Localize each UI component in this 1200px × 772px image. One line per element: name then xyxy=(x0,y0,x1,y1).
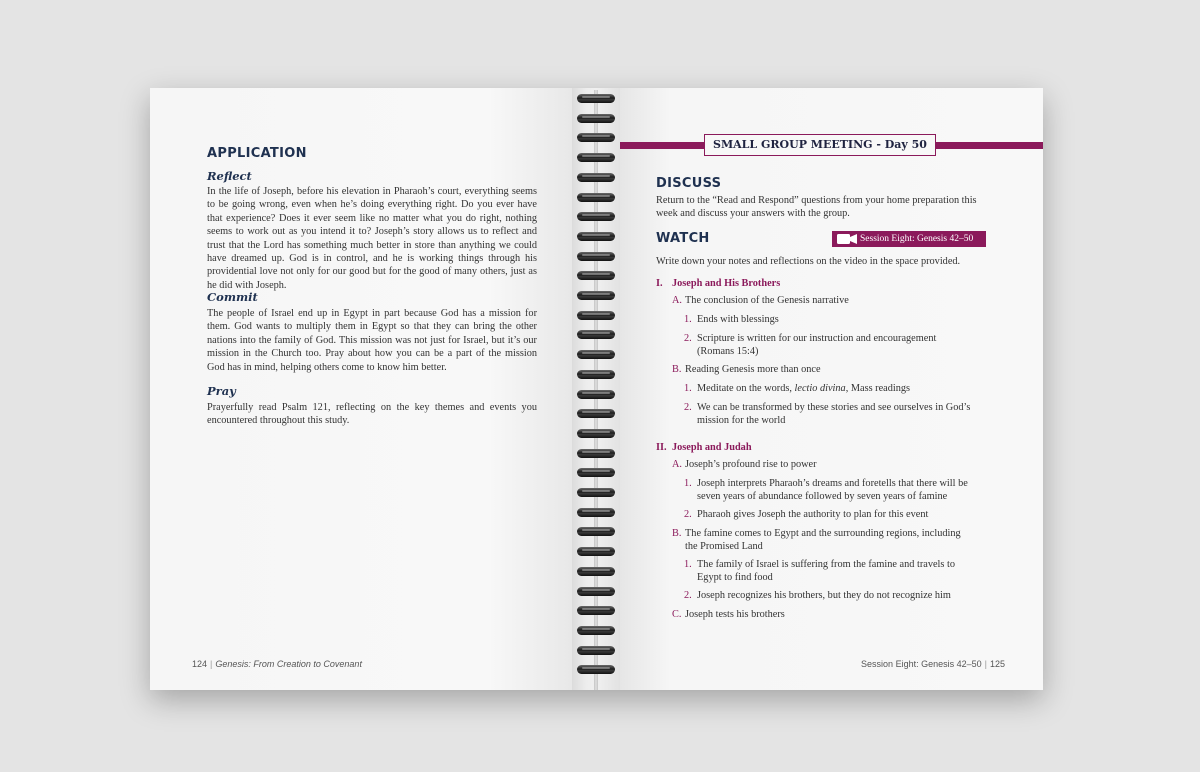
outline-item: Pharaoh gives Joseph the authority to plan for this event xyxy=(697,509,929,520)
outline-section-title: Joseph and His Brothers xyxy=(672,278,781,289)
outline-item-cont: mission for the world xyxy=(697,415,786,426)
commit-subheading: Commit xyxy=(207,290,258,304)
outline-marker: A. xyxy=(672,295,683,306)
session-badge-label: Session Eight: Genesis 42–50 xyxy=(860,234,974,244)
outline-item-cont: Egypt to find food xyxy=(697,572,773,583)
spiral-coil xyxy=(577,626,615,635)
spiral-coil xyxy=(577,212,615,221)
commit-paragraph: The people of Israel end up in Egypt in part because God has a mission for them. God wants to multiply them in Egypt so that they can bring the other nations into the family of God. This mission was not just for Israel, but it’s our mission in the Church too. Pray about how you can be a part of the mission God has in mind, helping others come to know him better. xyxy=(207,308,537,373)
spiral-coil xyxy=(577,232,615,241)
outline-item: Joseph recognizes his brothers, but they do not recognize him xyxy=(697,590,951,601)
spiral-coil xyxy=(577,94,615,103)
watch-heading: WATCH xyxy=(656,231,710,246)
spiral-coil xyxy=(577,330,615,339)
watch-paragraph: Write down your notes and reflections on the video in the space provided. xyxy=(656,256,961,267)
outline-marker: 1. xyxy=(684,559,692,570)
footer-separator: | xyxy=(210,659,213,669)
video-camera-icon xyxy=(837,234,857,244)
outline-item: The famine comes to Egypt and the surrounding regions, including xyxy=(685,528,961,539)
spiral-coil xyxy=(577,271,615,280)
footer-separator: | xyxy=(984,659,987,669)
session-footer-label: Session Eight: Genesis 42–50 xyxy=(861,659,982,669)
spiral-coil xyxy=(577,291,615,300)
session-badge xyxy=(832,231,986,247)
outline-marker: 2. xyxy=(684,402,692,413)
outline-marker: 2. xyxy=(684,333,692,344)
outline-marker: C. xyxy=(672,609,682,620)
spiral-coil xyxy=(577,193,615,202)
outline-text: , Mass readings xyxy=(845,383,911,394)
outline-italic-text: lectio divina xyxy=(794,383,846,394)
outline-item: The family of Israel is suffering from the famine and travels to xyxy=(697,559,956,570)
spiral-coil xyxy=(577,587,615,596)
outline-marker: I. xyxy=(656,278,663,289)
outline-item: Joseph’s profound rise to power xyxy=(685,459,817,470)
outline-marker: 1. xyxy=(684,314,692,325)
right-page xyxy=(620,88,1043,690)
outline-text: Meditate on the words, xyxy=(697,383,795,394)
outline-item: Reading Genesis more than once xyxy=(685,364,821,375)
spiral-coil xyxy=(577,114,615,123)
spiral-coil xyxy=(577,252,615,261)
outline-marker: A. xyxy=(672,459,683,470)
outline-item-cont: (Romans 15:4) xyxy=(697,346,759,357)
outline-item: Joseph interprets Pharaoh’s dreams and foretells that there will be xyxy=(697,478,968,489)
outline-item: The conclusion of the Genesis narrative xyxy=(685,295,849,306)
small-group-banner: SMALL GROUP MEETING - Day 50 xyxy=(704,134,936,156)
outline-item xyxy=(697,383,910,396)
spiral-coil xyxy=(577,646,615,655)
spiral-binding xyxy=(574,90,618,690)
pray-paragraph: Prayerfully read Psalm 121, reflecting on the key themes and events you encountered throughout this study. xyxy=(207,402,537,427)
outline-marker: 1. xyxy=(684,383,692,394)
outline-item: We can be transformed by these stories and see ourselves in God’s xyxy=(697,402,971,413)
spiral-coil xyxy=(577,606,615,615)
outline-marker: 2. xyxy=(684,509,692,520)
outline-marker: B. xyxy=(672,528,682,539)
right-footer xyxy=(861,659,1005,669)
outline-item: Ends with blessings xyxy=(697,314,779,325)
outline-marker: 2. xyxy=(684,590,692,601)
spiral-coil xyxy=(577,527,615,536)
book-title: Genesis: From Creation to Covenant xyxy=(215,659,362,669)
spiral-coil xyxy=(577,567,615,576)
spiral-coil xyxy=(577,390,615,399)
discuss-heading: DISCUSS xyxy=(656,176,722,191)
outline-item-cont: seven years of abundance followed by seven years of famine xyxy=(697,491,948,502)
left-page xyxy=(150,88,572,690)
spiral-coil xyxy=(577,449,615,458)
spiral-coil xyxy=(577,370,615,379)
left-footer xyxy=(192,659,362,669)
reflect-subheading: Reflect xyxy=(207,169,252,183)
spiral-coil xyxy=(577,665,615,674)
outline-marker: B. xyxy=(672,364,682,375)
spiral-coil xyxy=(577,409,615,418)
spiral-coil xyxy=(577,133,615,142)
application-heading: APPLICATION xyxy=(207,146,307,161)
spiral-coil xyxy=(577,350,615,359)
pray-subheading: Pray xyxy=(207,384,236,398)
outline-item-cont: the Promised Land xyxy=(685,541,763,552)
spiral-coil xyxy=(577,429,615,438)
spiral-coil xyxy=(577,173,615,182)
spiral-coil xyxy=(577,488,615,497)
spiral-coil xyxy=(577,508,615,517)
right-page-number: 125 xyxy=(989,659,1005,669)
outline-section-title: Joseph and Judah xyxy=(672,442,752,453)
outline-item: Joseph tests his brothers xyxy=(685,609,785,620)
outline-marker: 1. xyxy=(684,478,692,489)
spiral-coil xyxy=(577,311,615,320)
outline-marker: II. xyxy=(656,442,667,453)
spiral-coil xyxy=(577,547,615,556)
spiral-coil xyxy=(577,468,615,477)
left-page-number: 124 xyxy=(192,659,208,669)
reflect-paragraph: In the life of Joseph, before his elevation in Pharaoh’s court, everything seems to be going wrong, even when he’s doing everything right. Do you ever have that experience? Does it ever seem like no matter what you do right, nothing seems to work out as you intend it to? Joseph’s story allows us to reflect and trust that the Lord has something much better in store than anything we could have dreamed up. God is in control, and he is working things through his providential love not only for our good but for the good of many others, just as he did with Joseph. xyxy=(207,186,537,291)
discuss-paragraph: Return to the “Read and Respond” questions from your home preparation this week and discuss your answers with the group. xyxy=(656,195,977,220)
spiral-coil xyxy=(577,153,615,162)
outline-item: Scripture is written for our instruction and encouragement xyxy=(697,333,937,344)
